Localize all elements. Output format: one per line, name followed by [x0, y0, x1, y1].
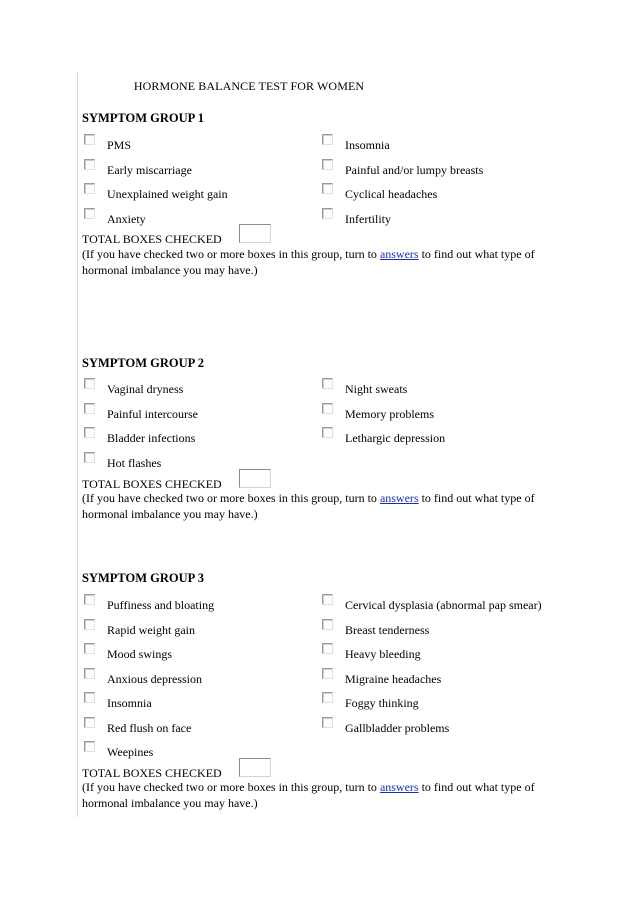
- symptom-label: Heavy bleeding: [345, 647, 421, 661]
- symptom-label: Insomnia: [345, 138, 390, 152]
- symptom-label: Migraine headaches: [345, 671, 442, 686]
- symptom-checkbox[interactable]: [322, 208, 333, 219]
- symptom-checkbox[interactable]: [84, 378, 95, 389]
- symptom-label: Puffiness and bloating: [107, 598, 215, 612]
- symptom-checkbox[interactable]: [322, 692, 333, 703]
- note-text: (If you have checked two or more boxes in this group, turn to: [82, 247, 380, 261]
- symptom-label: Lethargic depression: [345, 431, 446, 445]
- symptom-checkbox[interactable]: [84, 208, 95, 219]
- page-title: HORMONE BALANCE TEST FOR WOMEN: [133, 79, 365, 93]
- symptom-label: Anxiety: [107, 211, 146, 226]
- symptom-checkbox[interactable]: [84, 134, 95, 145]
- symptom-label: Cyclical headaches: [345, 187, 438, 201]
- note-text: to find out what type of hormonal imbalance you may have.): [82, 780, 535, 810]
- left-margin-rule: [77, 72, 78, 817]
- group-heading: SYMPTOM GROUP 3: [82, 571, 204, 585]
- symptom-label: Insomnia: [107, 696, 152, 710]
- symptom-label: Anxious depression: [107, 671, 202, 686]
- symptom-label: Bladder infections: [107, 431, 196, 445]
- symptom-checkbox[interactable]: [322, 159, 333, 170]
- total-boxes-label: TOTAL BOXES CHECKED: [82, 477, 222, 491]
- note-text: to find out what type of hormonal imbalance you may have.): [82, 247, 535, 277]
- symptom-checkbox[interactable]: [84, 619, 95, 630]
- symptom-label: Foggy thinking: [345, 696, 419, 710]
- symptom-checkbox[interactable]: [84, 427, 95, 438]
- symptom-checkbox[interactable]: [322, 643, 333, 654]
- answers-link[interactable]: answers: [379, 780, 419, 794]
- answers-link[interactable]: answers: [379, 247, 419, 261]
- symptom-checkbox[interactable]: [322, 378, 333, 389]
- symptom-label: Painful and/or lumpy breasts: [345, 162, 484, 177]
- symptom-label: PMS: [107, 138, 132, 152]
- symptom-checkbox[interactable]: [322, 717, 333, 728]
- answers-link[interactable]: answers: [379, 491, 419, 505]
- symptom-label: Rapid weight gain: [107, 622, 195, 637]
- symptom-label: Vaginal dryness: [107, 382, 184, 396]
- instruction-note: [82, 246, 562, 278]
- symptom-checkbox[interactable]: [322, 594, 333, 605]
- symptom-label: Infertility: [345, 211, 391, 226]
- symptom-checkbox[interactable]: [322, 668, 333, 679]
- symptom-label: Cervical dysplasia (abnormal pap smear): [345, 598, 542, 612]
- symptom-checkbox[interactable]: [84, 183, 95, 194]
- symptom-checkbox[interactable]: [84, 717, 95, 728]
- symptom-checkbox[interactable]: [84, 741, 95, 752]
- symptom-label: Breast tenderness: [345, 622, 430, 637]
- instruction-note: [82, 779, 562, 811]
- total-boxes-input[interactable]: [239, 469, 271, 488]
- symptom-checkbox[interactable]: [84, 594, 95, 605]
- symptom-checkbox[interactable]: [322, 134, 333, 145]
- symptom-label: Hot flashes: [107, 455, 162, 470]
- symptom-checkbox[interactable]: [84, 692, 95, 703]
- symptom-checkbox[interactable]: [322, 427, 333, 438]
- symptom-checkbox[interactable]: [84, 643, 95, 654]
- group-heading: SYMPTOM GROUP 1: [82, 111, 204, 125]
- note-text: (If you have checked two or more boxes in this group, turn to: [82, 491, 380, 505]
- symptom-label: Weepines: [107, 745, 154, 759]
- symptom-label: Memory problems: [345, 406, 434, 421]
- symptom-label: Early miscarriage: [107, 162, 192, 177]
- note-text: (If you have checked two or more boxes in this group, turn to: [82, 780, 380, 794]
- note-text: to find out what type of hormonal imbalance you may have.): [82, 491, 535, 521]
- symptom-label: Mood swings: [107, 647, 173, 661]
- total-boxes-label: TOTAL BOXES CHECKED: [82, 232, 222, 246]
- symptom-label: Red flush on face: [107, 720, 192, 735]
- total-boxes-input[interactable]: [239, 224, 271, 243]
- symptom-label: Gallbladder problems: [345, 720, 450, 735]
- symptom-checkbox[interactable]: [84, 159, 95, 170]
- symptom-checkbox[interactable]: [84, 403, 95, 414]
- symptom-checkbox[interactable]: [84, 668, 95, 679]
- instruction-note: [82, 490, 562, 522]
- symptom-checkbox[interactable]: [322, 183, 333, 194]
- symptom-checkbox[interactable]: [84, 452, 95, 463]
- symptom-label: Unexplained weight gain: [107, 187, 228, 201]
- total-boxes-input[interactable]: [239, 758, 271, 777]
- symptom-checkbox[interactable]: [322, 403, 333, 414]
- total-boxes-label: TOTAL BOXES CHECKED: [82, 766, 222, 780]
- symptom-checkbox[interactable]: [322, 619, 333, 630]
- group-heading: SYMPTOM GROUP 2: [82, 356, 204, 370]
- symptom-label: Painful intercourse: [107, 406, 198, 421]
- symptom-label: Night sweats: [345, 382, 408, 396]
